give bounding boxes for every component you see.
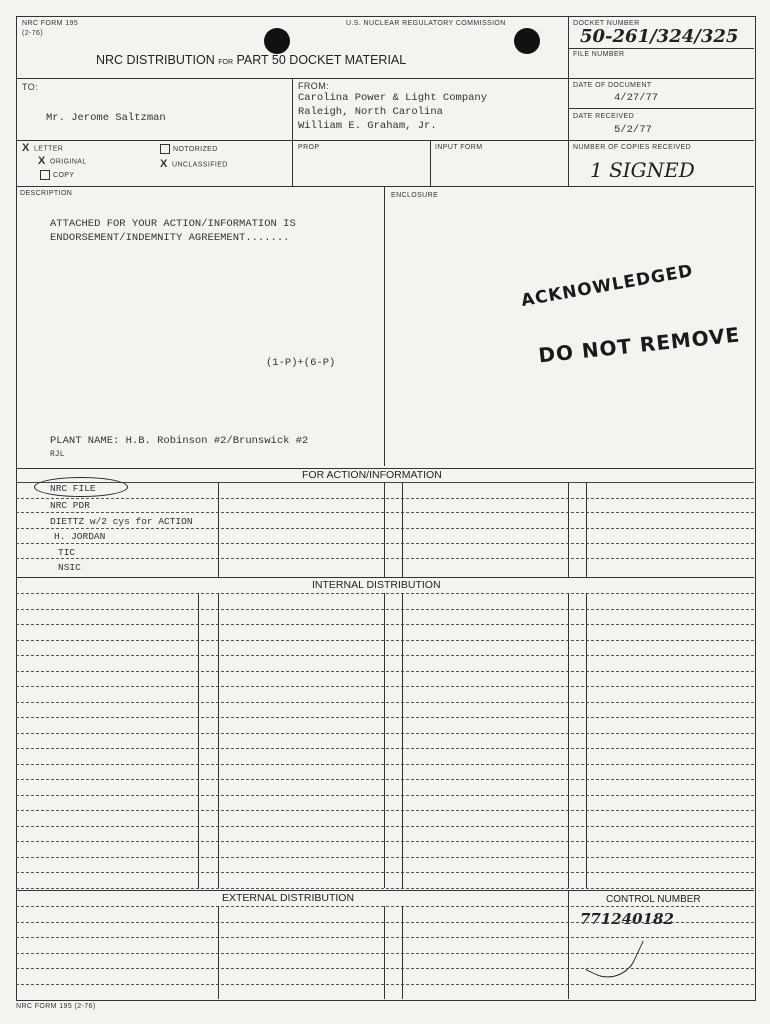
ruled-line <box>16 624 754 625</box>
ruled-line <box>16 795 754 796</box>
ruled-line <box>16 922 754 923</box>
divider <box>16 558 754 559</box>
to-label: TO: <box>22 82 39 92</box>
divider <box>16 577 754 578</box>
description-initials: RJL <box>50 450 65 459</box>
internal-heading: INTERNAL DISTRIBUTION <box>312 579 441 591</box>
divider <box>402 593 403 888</box>
docket-label: DOCKET NUMBER <box>573 20 640 27</box>
ruled-line <box>16 937 754 938</box>
ruled-line <box>16 906 754 907</box>
title-for: FOR <box>218 59 234 66</box>
ruled-line <box>16 888 754 889</box>
action-item: TIC <box>58 547 76 558</box>
divider <box>568 108 754 109</box>
title-prefix: NRC DISTRIBUTION <box>96 53 215 67</box>
divider <box>218 906 219 999</box>
divider <box>218 482 219 577</box>
punch-hole-left <box>264 28 290 54</box>
ruled-line <box>16 748 754 749</box>
from-line1: Carolina Power & Light Company <box>298 92 488 104</box>
file-label: FILE NUMBER <box>573 51 625 58</box>
divider <box>568 482 569 577</box>
ruled-line <box>16 984 754 985</box>
plant-name: PLANT NAME: H.B. Robinson #2/Brunswick #2 <box>50 435 309 447</box>
recv-date-label: DATE RECEIVED <box>573 113 635 120</box>
control-label: CONTROL NUMBER <box>606 894 701 905</box>
ruled-line <box>16 872 754 873</box>
divider <box>384 906 385 999</box>
form-date: (2-76) <box>22 30 44 37</box>
input-form-label: INPUT FORM <box>435 144 483 151</box>
divider <box>384 186 385 466</box>
footer-form-number: NRC FORM 195 (2-76) <box>16 1003 96 1010</box>
ruled-line <box>16 953 754 954</box>
action-heading: FOR ACTION/INFORMATION <box>302 469 442 481</box>
divider <box>430 140 431 186</box>
acknowledged-stamp: ACKNOWLEDGED <box>519 261 695 311</box>
action-item: NSIC <box>58 562 81 573</box>
ruled-line <box>16 640 754 641</box>
docket-value: 50-261/324/325 <box>580 26 739 47</box>
ruled-line <box>16 609 754 610</box>
ruled-line <box>16 717 754 718</box>
action-item: NRC FILE <box>50 483 96 494</box>
ruled-line <box>16 733 754 734</box>
divider <box>16 78 754 79</box>
ruled-line <box>16 779 754 780</box>
divider <box>568 593 569 888</box>
control-value: 771240182 <box>580 910 674 928</box>
action-item: H. JORDAN <box>54 531 106 542</box>
description-line2: ENDORSEMENT/INDEMNITY AGREEMENT....... <box>50 232 290 244</box>
from-label: FROM: <box>298 81 329 91</box>
from-line2: Raleigh, North Carolina <box>298 106 443 118</box>
agency-name: U.S. NUCLEAR REGULATORY COMMISSION <box>346 20 506 27</box>
doc-date-value: 4/27/77 <box>614 92 659 104</box>
ruled-line <box>16 686 754 687</box>
divider <box>568 16 569 186</box>
do-not-remove-stamp: DO NOT REMOVE <box>537 322 742 368</box>
description-line1: ATTACHED FOR YOUR ACTION/INFORMATION IS <box>50 218 296 230</box>
divider <box>16 140 754 141</box>
divider <box>16 186 754 187</box>
divider <box>16 528 754 529</box>
ruled-line <box>16 655 754 656</box>
copies-value: 1 SIGNED <box>590 158 695 182</box>
divider <box>16 498 754 499</box>
copy-check: COPY <box>40 170 74 180</box>
divider <box>586 482 587 577</box>
punch-hole-right <box>514 28 540 54</box>
divider <box>568 890 569 999</box>
ruled-line <box>16 826 754 827</box>
ruled-line <box>16 841 754 842</box>
original-check: XORIGINAL <box>38 155 87 167</box>
doc-date-label: DATE OF DOCUMENT <box>573 82 652 89</box>
enclosure-label: ENCLOSURE <box>391 192 439 199</box>
divider <box>402 482 403 577</box>
form-number: NRC FORM 195 <box>22 20 79 27</box>
action-item: NRC PDR <box>50 500 90 511</box>
divider <box>568 48 754 49</box>
letter-check: XLETTER <box>22 142 64 154</box>
ruled-line <box>16 968 754 969</box>
ruled-line <box>16 671 754 672</box>
divider <box>384 482 385 577</box>
unclassified-check: XUNCLASSIFIED <box>160 158 228 170</box>
divider <box>16 512 754 513</box>
divider <box>218 593 219 888</box>
divider <box>16 482 754 483</box>
notorized-check: NOTORIZED <box>160 144 218 154</box>
to-name: Mr. Jerome Saltzman <box>46 112 166 124</box>
divider <box>402 906 403 999</box>
from-line3: William E. Graham, Jr. <box>298 120 437 132</box>
ruled-line <box>16 702 754 703</box>
ruled-line <box>16 857 754 858</box>
divider <box>586 593 587 888</box>
divider <box>384 593 385 888</box>
description-code: (1-P)+(6-P) <box>266 357 336 369</box>
divider <box>16 890 754 891</box>
divider <box>292 78 293 186</box>
prop-label: PROP <box>298 144 320 151</box>
action-item: DIETTZ w/2 cys for ACTION <box>50 516 193 527</box>
ruled-line <box>16 764 754 765</box>
divider <box>16 543 754 544</box>
description-label: DESCRIPTION <box>20 190 73 197</box>
divider <box>198 593 199 888</box>
ruled-line <box>16 810 754 811</box>
external-heading: EXTERNAL DISTRIBUTION <box>222 892 355 904</box>
copies-label: NUMBER OF COPIES RECEIVED <box>573 144 692 151</box>
recv-date-value: 5/2/77 <box>614 124 652 136</box>
title-main: PART 50 DOCKET MATERIAL <box>236 53 407 67</box>
form-title <box>96 53 406 67</box>
ruled-line <box>16 593 754 594</box>
